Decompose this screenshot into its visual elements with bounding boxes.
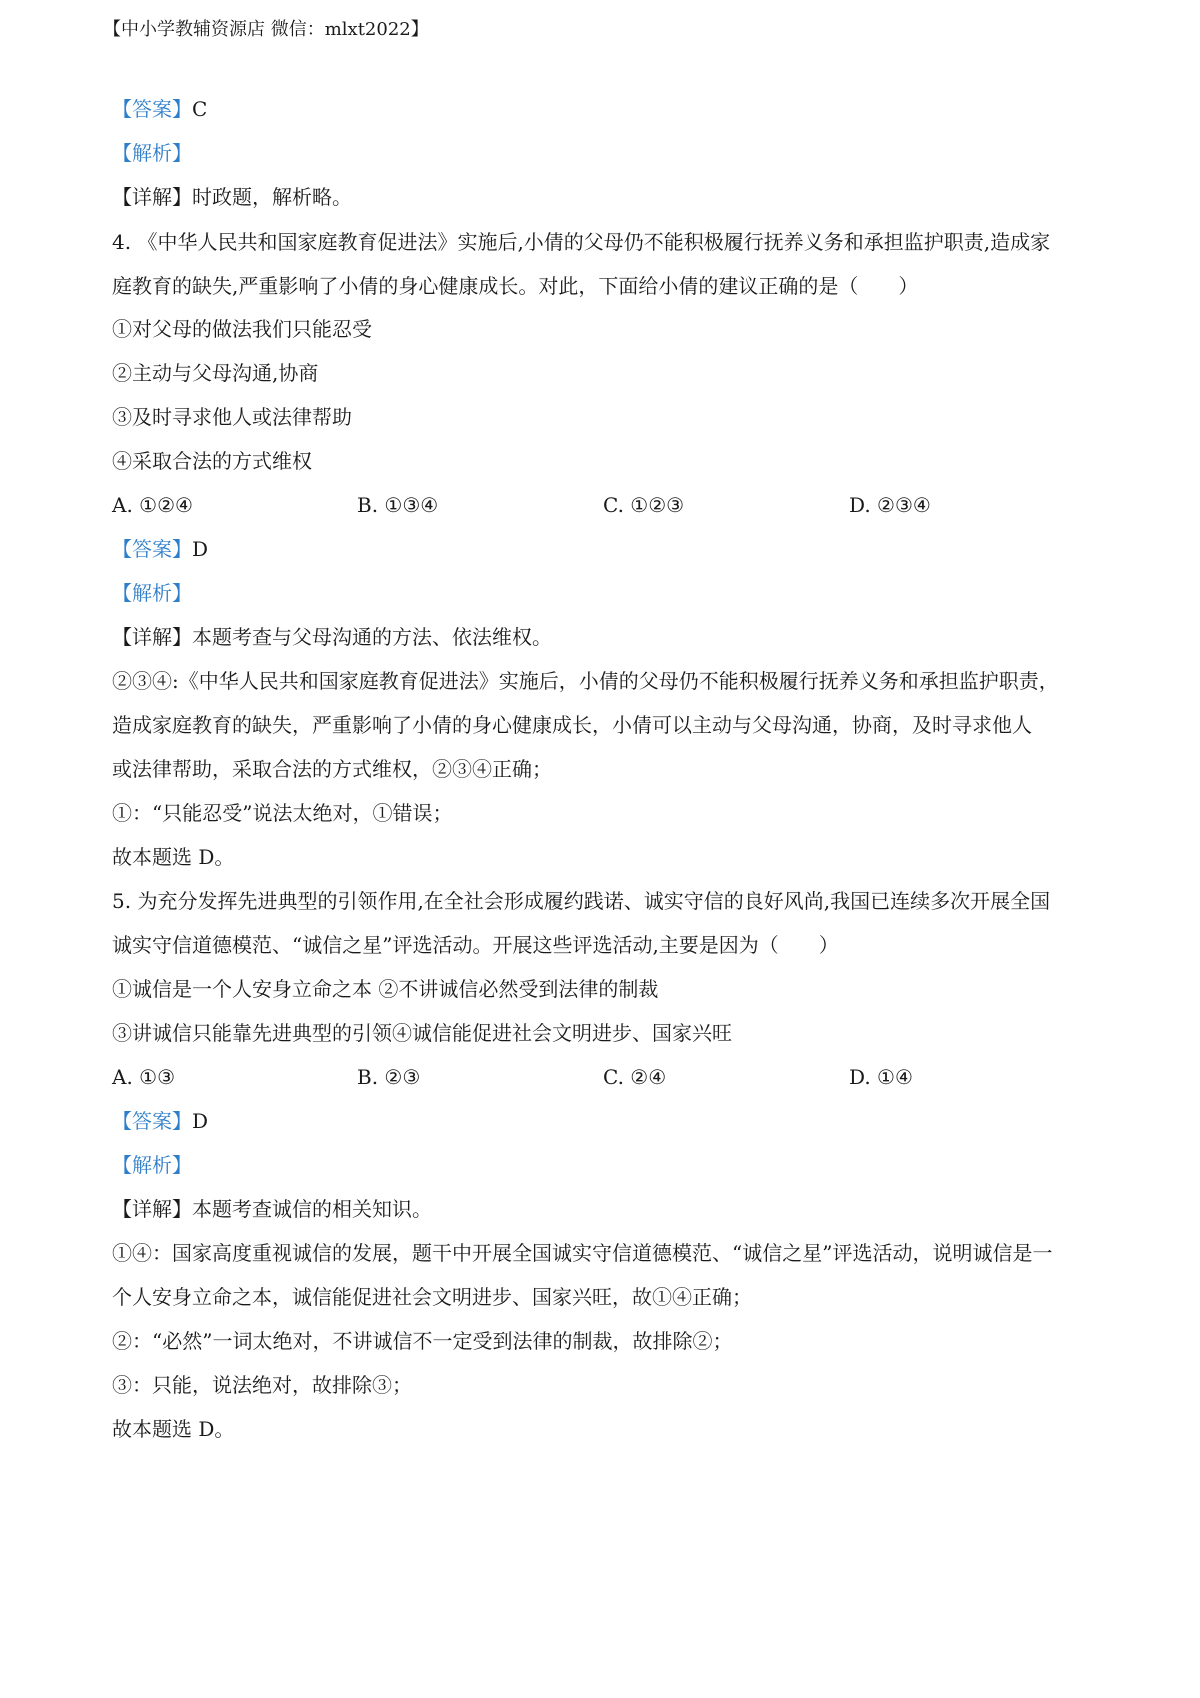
answer-value: D	[192, 537, 209, 561]
analysis-tag: 【解析】	[112, 141, 192, 165]
q4-explanation-line: 或法律帮助，采取合法的方式维权，②③④正确；	[112, 757, 552, 781]
q4-explanation-line: ①：“只能忍受”说法太绝对，①错误；	[112, 801, 453, 825]
q5-explanation-line: ③：只能，说法绝对，故排除③；	[112, 1373, 412, 1397]
answer-value: D	[192, 1109, 209, 1133]
q4-answer	[112, 536, 208, 562]
q4-explanation-line: ②③④:《中华人民共和国家庭教育促进法》实施后，小倩的父母仍不能积极履行抚养义务和承担监护职责，	[112, 669, 1059, 693]
q5-explanation-line: ①④：国家高度重视诚信的发展，题干中开展全国诚实守信道德模范、“诚信之星”评选活动，说明诚信是一	[112, 1241, 1053, 1265]
q4-explanation-line: 造成家庭教育的缺失，严重影响了小倩的身心健康成长，小倩可以主动与父母沟通，协商，及时寻求他人	[112, 713, 1032, 737]
q5-explanation-line: 故本题选 D。	[112, 1417, 235, 1441]
q4-item: ②主动与父母沟通,协商	[112, 361, 319, 385]
q4-explanation-line: 故本题选 D。	[112, 845, 235, 869]
answer-tag: 【答案】	[112, 1109, 192, 1133]
q5-option-a: A. ①③	[112, 1065, 176, 1089]
q5-option-d: D. ①④	[849, 1065, 913, 1089]
q5-explanation-line: ②：“必然”一词太绝对，不讲诚信不一定受到法律的制裁，故排除②；	[112, 1329, 733, 1353]
q5-answer	[112, 1108, 208, 1134]
q5-option-b: B. ②③	[357, 1065, 421, 1089]
answer-value: C	[192, 97, 208, 121]
q5-item: ③讲诚信只能靠先进典型的引领④诚信能促进社会文明进步、国家兴旺	[112, 1021, 732, 1045]
header-watermark: 【中小学教辅资源店 微信：mlxt2022】	[103, 19, 429, 40]
q4-stem-line-2: 庭教育的缺失,严重影响了小倩的身心健康成长。对此，下面给小倩的建议正确的是（ ）	[112, 274, 919, 298]
q5-stem-line-2: 诚实守信道德模范、“诚信之星”评选活动。开展这些评选活动,主要是因为（ ）	[112, 933, 839, 957]
q4-option-c: C. ①②③	[603, 493, 685, 517]
analysis-tag: 【解析】	[112, 581, 192, 605]
q4-item: ④采取合法的方式维权	[112, 449, 312, 473]
q5-item: ①诚信是一个人安身立命之本 ②不讲诚信必然受到法律的制裁	[112, 977, 659, 1001]
q5-stem-line-1: 5. 为充分发挥先进典型的引领作用,在全社会形成履约践诺、诚实守信的良好风尚,我国已连续多次开展全国	[112, 889, 1051, 913]
q5-explanation-line: 个人安身立命之本，诚信能促进社会文明进步、国家兴旺，故①④正确；	[112, 1285, 752, 1309]
q3-answer	[112, 96, 207, 122]
q4-option-d: D. ②③④	[849, 493, 931, 517]
q4-option-b: B. ①③④	[357, 493, 439, 517]
q5-option-c: C. ②④	[603, 1065, 667, 1089]
q5-explanation-line: 【详解】本题考查诚信的相关知识。	[112, 1197, 432, 1221]
q4-analysis-tag	[112, 580, 192, 606]
q4-option-a: A. ①②④	[112, 493, 193, 517]
q4-item: ③及时寻求他人或法律帮助	[112, 405, 352, 429]
analysis-tag: 【解析】	[112, 1153, 192, 1177]
q4-stem-line-1: 4. 《中华人民共和国家庭教育促进法》实施后,小倩的父母仍不能积极履行抚养义务和承担监护职责,造成家	[112, 230, 1051, 254]
q4-item: ①对父母的做法我们只能忍受	[112, 317, 372, 341]
answer-tag: 【答案】	[112, 537, 192, 561]
answer-tag: 【答案】	[112, 97, 192, 121]
q5-analysis-tag	[112, 1152, 192, 1178]
q3-detail: 【详解】时政题，解析略。	[112, 185, 352, 209]
q3-analysis-tag	[112, 140, 192, 166]
q4-explanation-line: 【详解】本题考查与父母沟通的方法、依法维权。	[112, 625, 552, 649]
